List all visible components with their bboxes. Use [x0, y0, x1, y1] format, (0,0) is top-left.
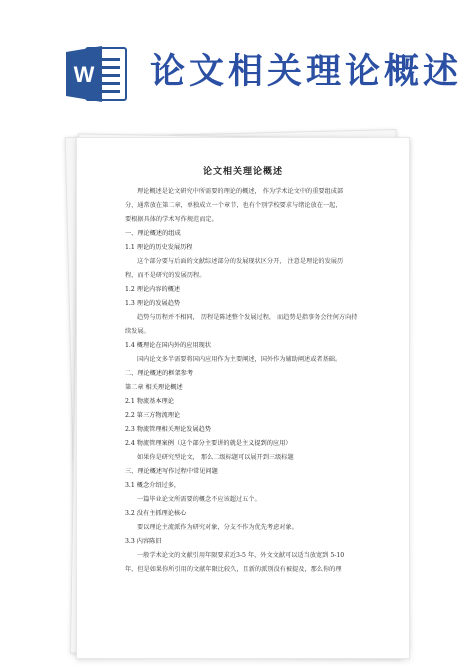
document-title: 论文相关理论概述	[202, 167, 283, 177]
body-line: 一篇毕业论文所需要的概念不应该超过五个。	[137, 496, 261, 503]
subsection-heading: 3.3 内容陈旧	[125, 538, 162, 545]
banner	[0, 0, 474, 128]
subsection-heading: 1.3 理论的发展趋势	[125, 300, 181, 307]
subsection-heading: 2.2 第三方物流理论	[125, 412, 181, 419]
section-heading: 二、理论概述的框架参考	[125, 370, 194, 377]
subsection-heading: 2.3 物流管理相关理论发展趋势	[125, 426, 212, 433]
body-line: 程，而不是研究的发展历程。	[125, 272, 206, 279]
section-heading: 三、理论概述写作过程中常见问题	[125, 468, 218, 475]
section-heading: 一、理论概述的组成	[125, 230, 181, 237]
body-line: 年，但是如果你所引用的文献年限比较久，且新的派别没有被提及，那么你的理	[125, 566, 342, 573]
body-line: 国内论文多半需要将国内应用作为主要阐述，国外作为辅助阐述或者基础。	[137, 356, 342, 363]
chapter-heading: 第二章 相关理论概述	[125, 384, 183, 391]
subsection-heading: 1.2 理论内容的概述	[125, 286, 181, 293]
svg-text:W: W	[73, 62, 95, 87]
body-line: 一般学术论文的文献引用年限要求近3-5 年，外文文献可以适当放宽到 5-10	[137, 552, 345, 559]
banner-title: 论文相关理论概述	[150, 52, 463, 92]
body-line: 趋势与历程并不相同， 历程是陈述整个发展过程， 而趋势是指事务会往何方向持	[137, 314, 358, 321]
word-document-icon	[66, 44, 128, 104]
body-line: 续发展。	[125, 328, 150, 335]
body-line: 如果你是研究型论文， 那么二级标题可以展开到三级标题	[137, 454, 294, 461]
subsection-heading: 2.1 物流基本理论	[125, 398, 174, 405]
body-line: 分，通常放在第二章，单独成立一个章节，也有个别学校要求与绪论放在一起，	[125, 202, 342, 209]
subsection-heading: 3.2 没有主抓理论核心	[125, 510, 187, 517]
subsection-heading: 3.1 概念介绍过多，	[125, 482, 181, 489]
document-page	[76, 137, 410, 659]
body-line: 要以理论主流派作为研究对象，分支不作为优先考虑对象。	[137, 524, 298, 531]
subsection-heading: 1.1 理论的历史发展历程	[125, 244, 193, 251]
body-line: 理论概述是论文研究中所需要的理论的概述， 作为学术论文中的重要组成部	[137, 188, 344, 195]
body-line: 要根据具体的学术写作规范而定。	[125, 216, 218, 223]
subsection-heading: 1.4 概理论在国内外的应用现状	[125, 342, 212, 349]
subsection-heading: 2.4 物流管理案例（这个部分主要讲的就是主义提到的应用）	[125, 440, 292, 447]
body-line: 这个部分要与后面的文献综述部分的发展现状区分开， 注意是理论的发展历	[137, 258, 344, 265]
